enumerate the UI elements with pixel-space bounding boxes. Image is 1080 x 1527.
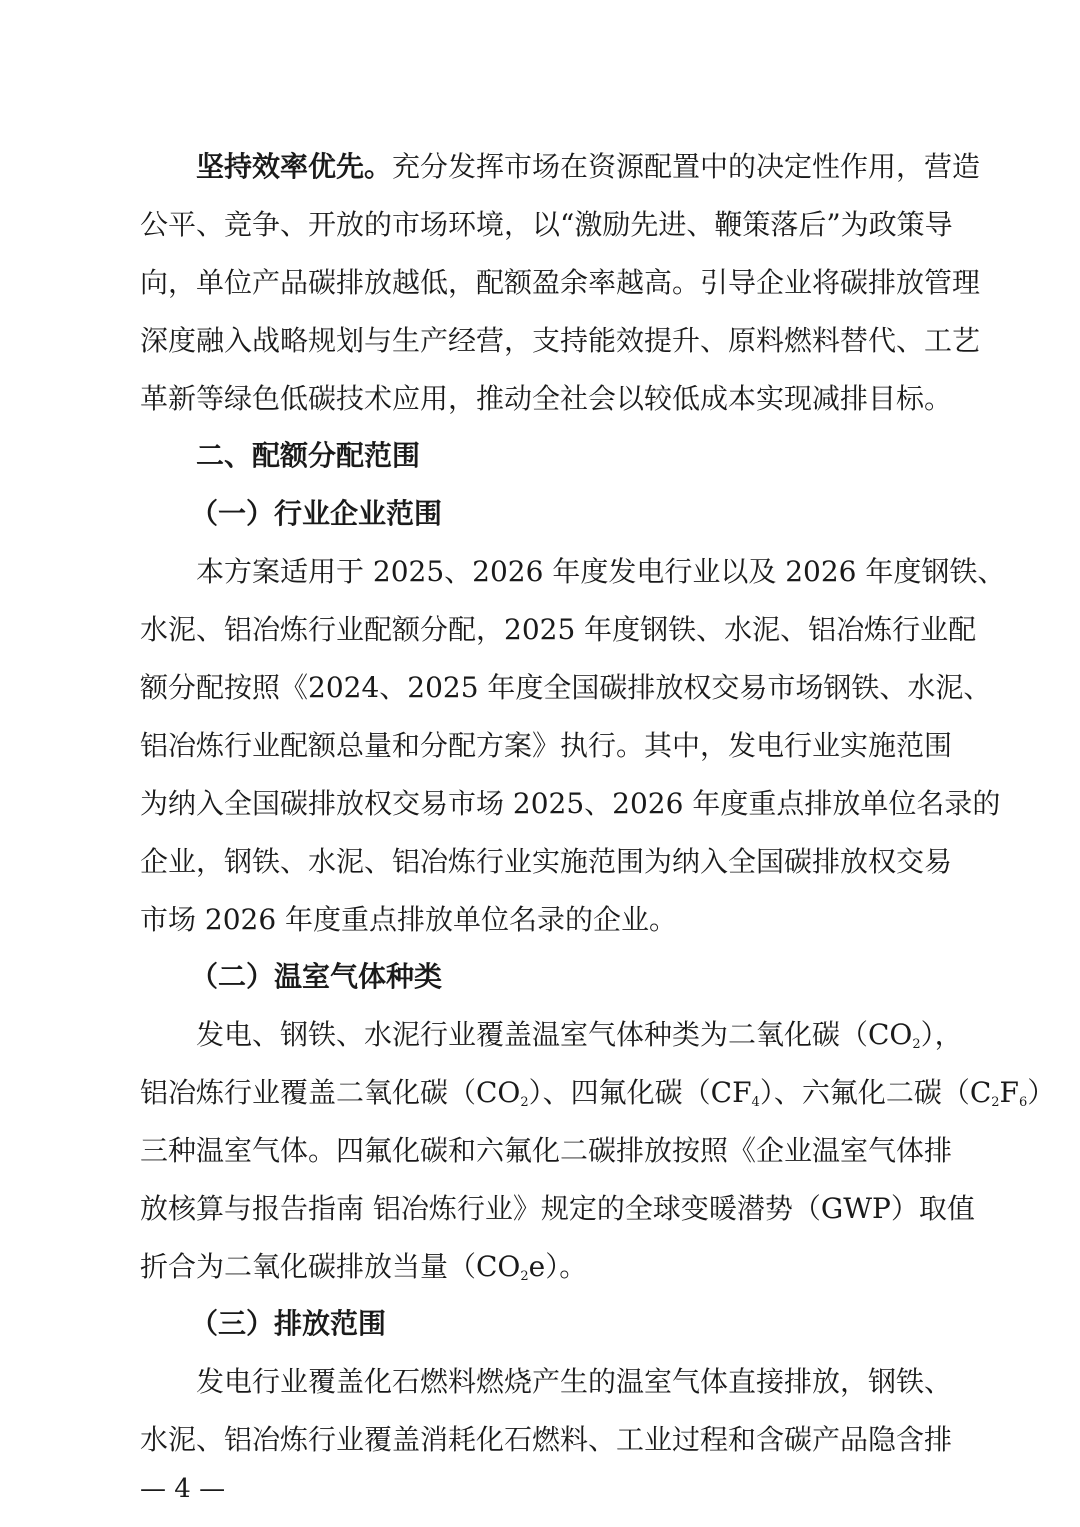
paragraph-efficiency-line-5: 革新等绿色低碳技术应用，推动全社会以较低成本实现减排目标。 <box>140 382 953 415</box>
paragraph-gases-line-1: 发电、钢铁、水泥行业覆盖温室气体种类为二氧化碳$(CO_2)$， <box>196 1018 963 1052</box>
paragraph-scope-line-2: 水泥、铝冶炼行业配额分配，2025 年度钢铁、水泥、铝冶炼行业配 <box>140 613 977 646</box>
paragraph-efficiency-line-1: 坚持效率优先。充分发挥市场在资源配置中的决定性作用，营造 <box>196 150 981 183</box>
paragraph-efficiency-line-4: 深度融入战略规划与生产经营，支持能效提升、原料燃料替代、工艺 <box>140 324 981 357</box>
paragraph-efficiency-line-2: 公平、竞争、开放的市场环境，以“激励先进、鞭策落后”为政策导 <box>140 208 953 241</box>
paragraph-emissions-line-2: 水泥、铝冶炼行业覆盖消耗化石燃料、工业过程和含碳产品隐含排 <box>140 1423 953 1456</box>
paragraph-scope-line-1: 本方案适用于 2025、2026 年度发电行业以及 2026 年度钢铁、 <box>196 555 1006 588</box>
paragraph-scope-line-4: 铝冶炼行业配额总量和分配方案》执行。其中，发电行业实施范围 <box>140 729 953 762</box>
paragraph-scope-line-6: 企业，钢铁、水泥、铝冶炼行业实施范围为纳入全国碳排放权交易 <box>140 845 953 878</box>
section-heading: 二、配额分配范围 <box>196 439 421 472</box>
paragraph-scope-line-3: 额分配按照《2024、2025 年度全国碳排放权交易市场钢铁、水泥、 <box>140 671 992 704</box>
page-number: — 4 — <box>140 1474 226 1504</box>
bold-lead: 坚持效率优先。 <box>196 150 393 183</box>
paragraph-emissions-line-1: 发电行业覆盖化石燃料燃烧产生的温室气体直接排放，钢铁、 <box>196 1365 953 1398</box>
subsection-heading-3: （三）排放范围 <box>190 1307 387 1340</box>
paragraph-scope-line-7: 市场 2026 年度重点排放单位名录的企业。 <box>140 903 678 936</box>
subsection-heading-2: （二）温室气体种类 <box>190 960 443 993</box>
paragraph-gases-line-2: 铝冶炼行业覆盖二氧化碳$(CO_2)$、四氟化碳$(CF_4)$、六氟化二碳$(C_2F_6)$ <box>140 1076 1056 1110</box>
subsection-heading-1: （一）行业企业范围 <box>190 497 443 530</box>
paragraph-scope-line-5: 为纳入全国碳排放权交易市场 2025、2026 年度重点排放单位名录的 <box>140 787 1001 820</box>
paragraph-gases-line-5: 折合为二氧化碳排放当量$(CO_2e)$。 <box>140 1250 588 1284</box>
paragraph-efficiency-line-3: 向，单位产品碳排放越低，配额盈余率越高。引导企业将碳排放管理 <box>140 266 981 299</box>
paragraph-gases-line-3: 三种温室气体。四氟化碳和六氟化二碳排放按照《企业温室气体排 <box>140 1134 953 1167</box>
paragraph-gases-line-4: 放核算与报告指南 铝冶炼行业》规定的全球变暖潜势（GWP）取值 <box>140 1192 975 1225</box>
